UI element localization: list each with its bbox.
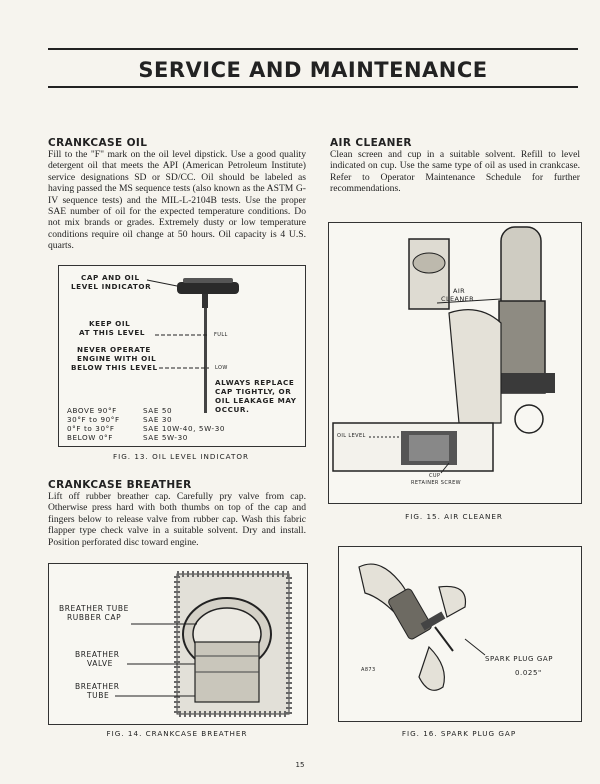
air-cleaner-text: Clean screen and cup in a suitable solvent. Refill to level indicated on cup. Use the same type of oil as used in crankcase. Refer to Operator Maintenance Schedule for further recommendations. — [330, 149, 580, 195]
label-breather-tube-2: TUBE — [87, 691, 110, 700]
label-oil-leakage: OIL LEAKAGE MAY — [215, 396, 297, 405]
label-never-operate: NEVER OPERATE — [77, 345, 151, 354]
label-always-replace: ALWAYS REPLACE — [215, 378, 295, 387]
fig13-oil-level-indicator — [58, 265, 306, 447]
fig15-caption: FIG. 15. AIR CLEANER — [405, 512, 503, 521]
crankcase-breather-text: Lift off rubber breather cap. Carefully pry valve from cap. Otherwise press hard with both thumbs on top of the cap and fingers below to release valve from rubber cap. Wash this fabric flapper type check valve in a suitable solvent. Dry and install. Position perforated disc toward engine. — [48, 491, 306, 548]
crankcase-oil-text: Fill to the "F" mark on the oil level dipstick. Use a good quality detergent oil that meets the API (American Petroleum Institute) service designations SD or SD/CC. Oil should be labeled as having passed the MS sequence tests (also known as the ASTM G-IV sequence tests) and the MIL-L-2104B tests. Use the proper SAE number of oil for the expected temperature conditions. Do not mix brands or grades. Extremely dusty or low temperature conditions require oil change at 50 hours. Oil capacity is 4 U.S. quarts. — [48, 149, 306, 252]
air-cleaner-drawing — [329, 223, 581, 503]
title-underline — [48, 86, 578, 88]
label-full: FULL — [214, 332, 228, 338]
label-oil-level: OIL LEVEL — [337, 433, 366, 439]
top-rule — [48, 48, 578, 50]
label-keep-oil: KEEP OIL — [89, 319, 131, 328]
label-part-code: A873 — [361, 667, 376, 673]
fig14-crankcase-breather — [48, 563, 308, 725]
label-rubber-cap: RUBBER CAP — [67, 613, 122, 622]
temp-range: ABOVE 90°F — [67, 406, 117, 415]
fig14-caption: FIG. 14. CRANKCASE BREATHER — [106, 729, 248, 738]
air-cleaner-heading: AIR CLEANER — [330, 137, 412, 149]
crankcase-breather-heading: CRANKCASE BREATHER — [48, 479, 192, 491]
temp-range: 30°F to 90°F — [67, 415, 120, 424]
label-gap-value: 0.025" — [515, 669, 542, 677]
temp-range: 0°F to 30°F — [67, 424, 115, 433]
label-air: AIR — [453, 287, 466, 295]
label-breather-tube-top: BREATHER TUBE — [59, 604, 129, 613]
temp-sae: SAE 5W-30 — [143, 433, 188, 442]
temp-sae: SAE 50 — [143, 406, 173, 415]
fig15-air-cleaner — [328, 222, 582, 504]
page-title: SERVICE AND MAINTENANCE — [138, 58, 488, 82]
label-at-this-level: AT THIS LEVEL — [79, 328, 146, 337]
label-breather-valve-2: VALVE — [87, 659, 114, 668]
label-cap-tightly: CAP TIGHTLY, OR — [215, 387, 292, 396]
label-cap-and-oil: CAP AND OIL — [81, 273, 140, 282]
label-retainer-screw: RETAINER SCREW — [411, 480, 461, 486]
label-cleaner: CLEANER — [441, 295, 474, 303]
fig13-caption: FIG. 13. OIL LEVEL INDICATOR — [112, 452, 250, 461]
fig16-spark-plug-gap — [338, 546, 582, 722]
breather-drawing — [49, 564, 307, 724]
label-cup: CUP — [429, 473, 441, 479]
fig16-caption: FIG. 16. SPARK PLUG GAP — [401, 729, 517, 738]
label-level-indicator: LEVEL INDICATOR — [71, 282, 152, 291]
crankcase-oil-heading: CRANKCASE OIL — [48, 137, 148, 149]
label-breather-valve-1: BREATHER — [75, 650, 120, 659]
label-breather-tube-1: BREATHER — [75, 682, 120, 691]
spark-plug-drawing — [339, 547, 581, 721]
temp-sae: SAE 30 — [143, 415, 173, 424]
label-low: LOW — [215, 365, 228, 371]
label-engine-with-oil: ENGINE WITH OIL — [77, 354, 157, 363]
label-spark-plug-gap: SPARK PLUG GAP — [485, 655, 554, 663]
page-number: 15 — [295, 761, 305, 769]
label-below-this-level: BELOW THIS LEVEL — [71, 363, 158, 372]
temp-range: BELOW 0°F — [67, 433, 113, 442]
label-occur: OCCUR. — [215, 405, 250, 414]
temp-sae: SAE 10W-40, 5W-30 — [143, 424, 226, 433]
